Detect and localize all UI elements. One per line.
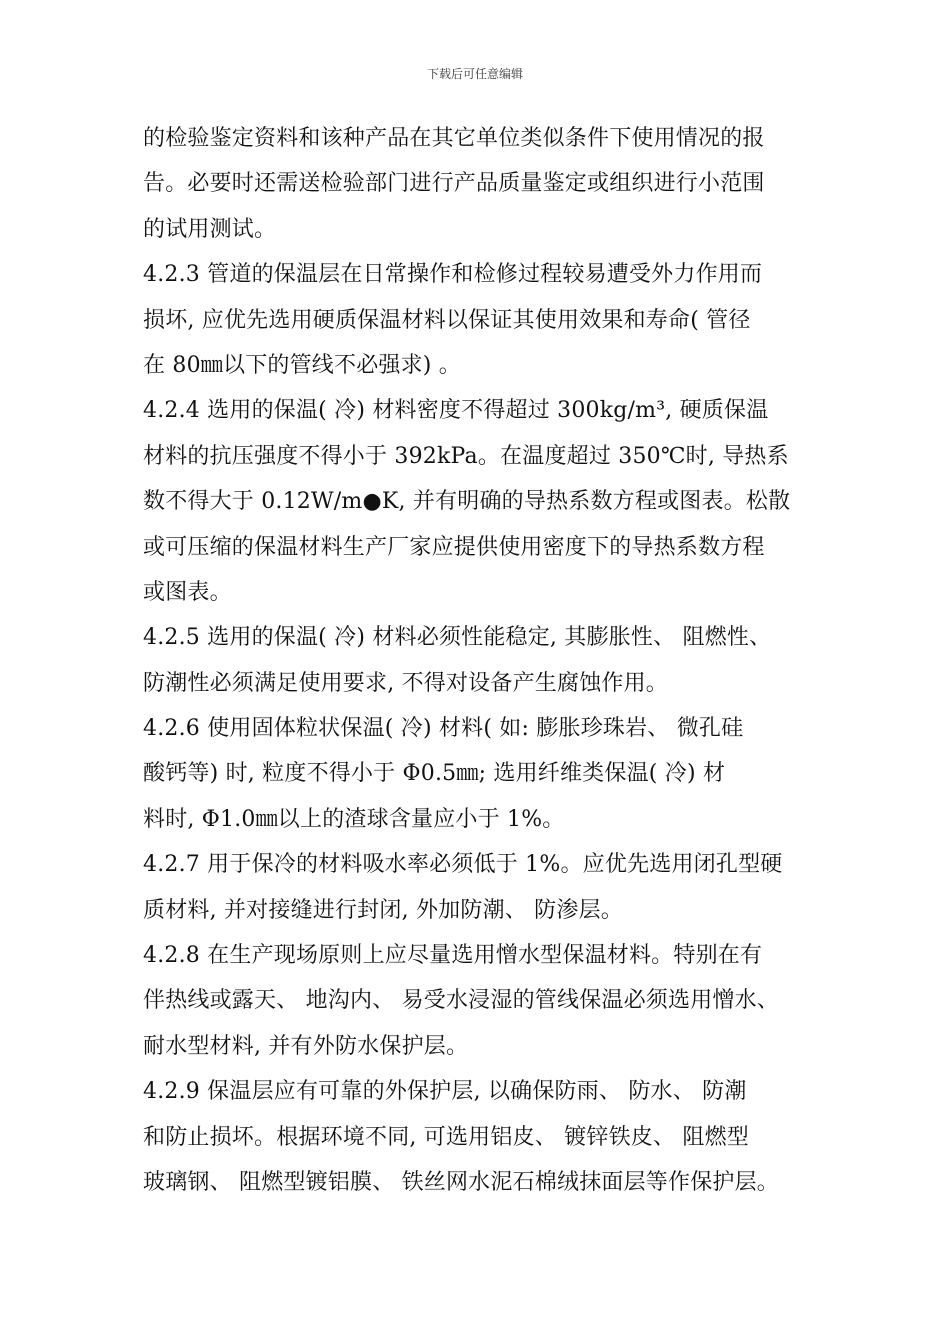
text-line: 4.2.6 使用固体粒状保温( 冷) 材料( 如: 膨胀珍珠岩、 微孔硅: [143, 716, 744, 742]
text-line: 料时, Φ1.0㎜以上的渣球含量应小于 1%。: [143, 806, 565, 832]
text-line: 的试用测试。: [143, 216, 277, 242]
text-line: 或图表。: [143, 579, 232, 605]
text-line: 防潮性必须满足使用要求, 不得对设备产生腐蚀作用。: [143, 670, 668, 696]
text-line: 在 80㎜以下的管线不必强求) 。: [143, 352, 461, 378]
text-line: 告。必要时还需送检验部门进行产品质量鉴定或组织进行小范围: [143, 171, 765, 197]
text-line: 4.2.4 选用的保温( 冷) 材料密度不得超过 300kg/m³, 硬质保温: [143, 398, 769, 424]
document-body: [143, 116, 823, 1205]
text-line: 伴热线或露天、 地沟内、 易受水浸湿的管线保温必须选用憎水、: [143, 988, 779, 1014]
text-line: 质材料, 并对接缝进行封闭, 外加防潮、 防渗层。: [143, 897, 623, 923]
text-line: 数不得大于 0.12W/m●K, 并有明确的导热系数方程或图表。松散: [143, 489, 791, 515]
text-line: 4.2.5 选用的保温( 冷) 材料必须性能稳定, 其膨胀性、 阻燃性、: [143, 625, 772, 651]
page-header: 下载后可任意编辑: [426, 67, 523, 81]
text-line: 和防止损坏。根据环境不同, 可选用铝皮、 镀锌铁皮、 阻燃型: [143, 1124, 749, 1150]
text-line: 损坏, 应优先选用硬质保温材料以保证其使用效果和寿命( 管径: [143, 307, 751, 333]
text-line: 4.2.7 用于保冷的材料吸水率必须低于 1%。应优先选用闭孔型硬: [143, 852, 783, 878]
text-line: 4.2.9 保温层应有可靠的外保护层, 以确保防雨、 防水、 防潮: [143, 1079, 747, 1105]
text-line: 耐水型材料, 并有外防水保护层。: [143, 1033, 469, 1059]
text-line: 的检验鉴定资料和该种产品在其它单位类似条件下使用情况的报: [143, 126, 765, 151]
text-line: 或可压缩的保温材料生产厂家应提供使用密度下的导热系数方程: [143, 534, 765, 560]
text-line: 4.2.3 管道的保温层在日常操作和检修过程较易遭受外力作用而: [143, 262, 763, 288]
text-line: 酸钙等) 时, 粒度不得小于 Φ0.5㎜; 选用纤维类保温( 冷) 材: [143, 761, 726, 787]
text-line: 玻璃钢、 阻燃型镀铝膜、 铁丝网水泥石棉绒抹面层等作保护层。: [143, 1169, 779, 1195]
text-line: 4.2.8 在生产现场原则上应尽量选用憎水型保温材料。特别在有: [143, 943, 763, 969]
text-line: 材料的抗压强度不得小于 392kPa。在温度超过 350℃时, 导热系: [143, 443, 789, 469]
